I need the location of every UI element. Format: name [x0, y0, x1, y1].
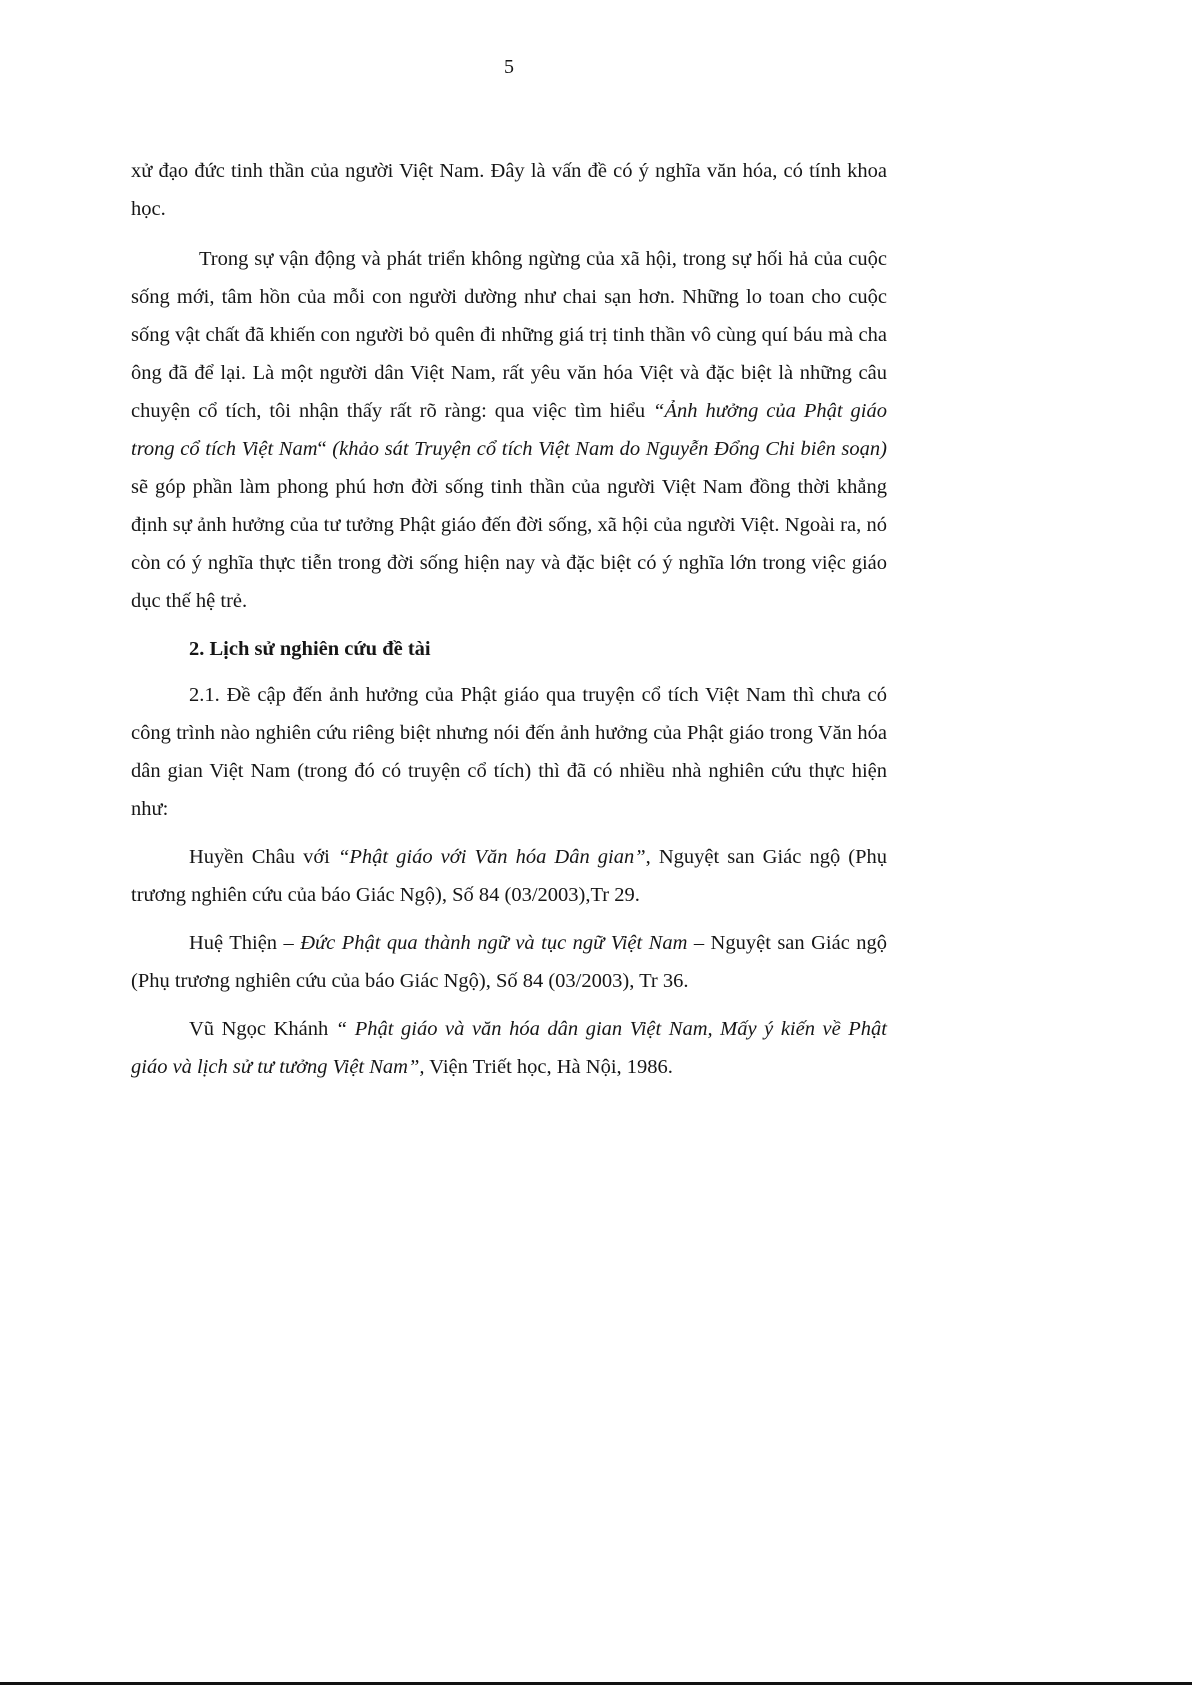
paragraph-survey-note: (khảo sát Truyện cổ tích Việt Nam do Nguyễn Đổng Chi biên soạn) [332, 438, 887, 460]
reference-item [131, 924, 887, 1000]
reference-item [131, 1010, 887, 1086]
paragraph-motivation [131, 240, 887, 620]
reference-author: Huyền Châu với [189, 846, 338, 868]
reference-item [131, 838, 887, 914]
paragraph-text: Trong sự vận động và phát triển không ngừng của xã hội, trong sự hối hả của cuộc sống mới, tâm hồn của mỗi con người dường như chai sạn hơn. Những lo toan cho cuộc sống vật chất đã khiến con người bỏ quên đi những giá trị tinh thần vô cùng quí báu mà cha ông đã để lại. Là một người dân Việt Nam, rất yêu văn hóa Việt và đặc biệt là những câu chuyện cổ tích, tôi nhận thấy rất rõ ràng: qua việc tìm hiểu [131, 248, 887, 422]
page-body [131, 152, 887, 1086]
reference-title: Đức Phật qua thành ngữ và tục ngữ Việt Nam [300, 932, 688, 954]
reference-source: , Nguyệt san Giác ngộ (Phụ trương nghiên cứu của báo Giác Ngộ), Số 84 (03/2003),Tr 29. [131, 846, 887, 906]
reference-source: Viện Triết học, Hà Nội, 1986. [424, 1056, 673, 1078]
reference-source: – Nguyệt san Giác ngộ (Phụ trương nghiên cứu của báo Giác Ngộ), Số 84 (03/2003), Tr 36. [131, 932, 887, 992]
paragraph-text: sẽ góp phần làm phong phú hơn đời sống tinh thần của người Việt Nam đồng thời khẳng định sự ảnh hưởng của tư tưởng Phật giáo đến đời sống, xã hội của người Việt. Ngoài ra, nó còn có ý nghĩa thực tiễn trong đời sống hiện nay và đặc biệt có ý nghĩa lớn trong việc giáo dục thế hệ trẻ. [131, 476, 887, 612]
paragraph-text: “ [317, 438, 333, 460]
page-number: 5 [504, 56, 514, 78]
reference-title: “ Phật giáo và văn hóa dân gian Việt Nam, Mấy ý kiến về Phật giáo và lịch sử tư tưởng Việt Nam”, [131, 1018, 887, 1078]
reference-author: Vũ Ngọc Khánh [189, 1018, 336, 1040]
reference-author: Huệ Thiện – [189, 932, 301, 954]
paragraph-continuation: xử đạo đức tinh thần của người Việt Nam. Đây là vấn đề có ý nghĩa văn hóa, có tính khoa học. [131, 160, 887, 220]
section-heading: 2. Lịch sử nghiên cứu đề tài [189, 638, 431, 660]
paragraph-topic-title: “Ảnh hưởng của Phật giáo trong cổ tích Việt Nam [131, 400, 887, 460]
paragraph-research-history: 2.1. Đề cập đến ảnh hưởng của Phật giáo qua truyện cổ tích Việt Nam thì chưa có công trình nào nghiên cứu riêng biệt nhưng nói đến ảnh hưởng của Phật giáo trong Văn hóa dân gian Việt Nam (trong đó có truyện cổ tích) thì đã có nhiều nhà nghiên cứu thực hiện như: [131, 684, 887, 820]
reference-title: “Phật giáo với Văn hóa Dân gian” [337, 846, 646, 868]
